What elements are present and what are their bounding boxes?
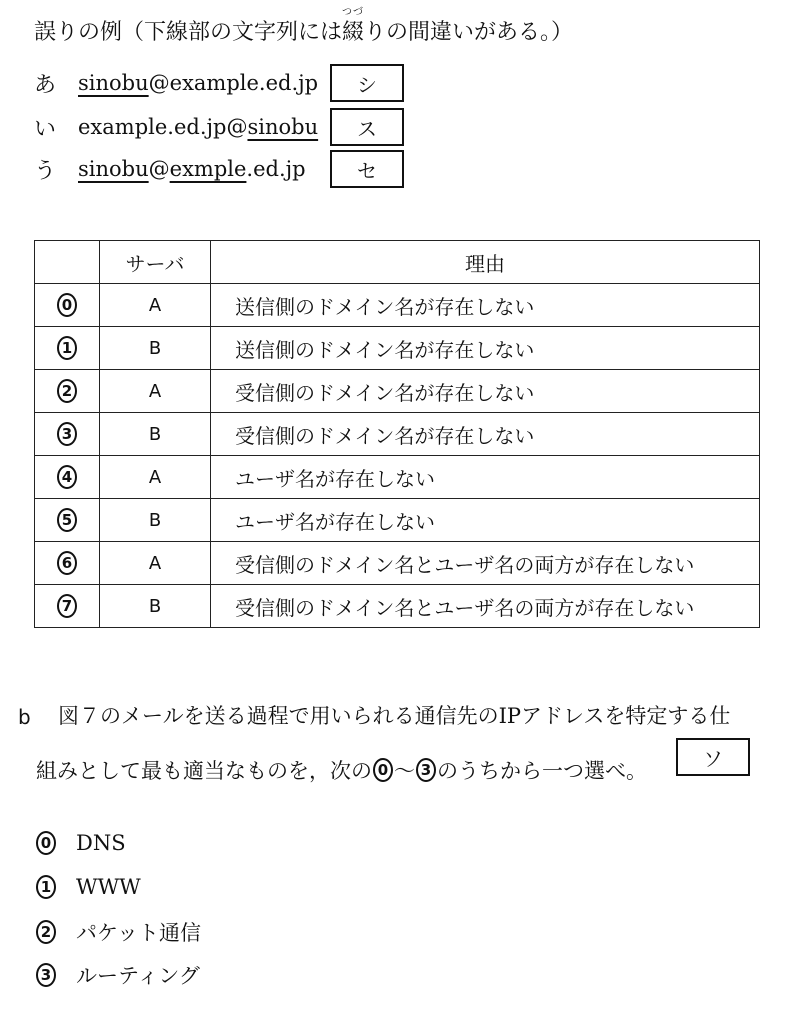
header-server: サーバ (100, 241, 211, 284)
choice-item[interactable] (36, 958, 200, 992)
answer-box-so[interactable]: ソ (676, 738, 750, 776)
range-start-number: 0 (373, 758, 393, 782)
option-number-cell (35, 499, 100, 542)
choice-number: 3 (36, 963, 56, 987)
question-text-after: のうちから一つ選べ。 (437, 759, 647, 783)
choice-text: DNS (76, 831, 126, 855)
question-text-before: 組みとして最も適当なものを，次の (36, 759, 372, 783)
choice-text: ルーティング (76, 964, 200, 988)
reason-cell: 送信側のドメイン名が存在しない (211, 327, 760, 370)
option-number[interactable]: 7 (57, 594, 77, 618)
server-cell: A (100, 284, 211, 327)
answer-box[interactable]: セ (330, 150, 404, 188)
table-row (35, 370, 760, 413)
underlined-error-text: sinobu (78, 157, 149, 181)
table-row (35, 585, 760, 628)
example-row (34, 150, 414, 188)
table-row (35, 499, 760, 542)
table-header-row (35, 241, 760, 284)
table-row (35, 327, 760, 370)
example-heading (34, 7, 574, 46)
ruby-reading: つづ (342, 7, 365, 18)
example-marker: い (34, 116, 57, 142)
ruby-group (342, 7, 365, 46)
ruby-base: 綴 (342, 20, 365, 45)
option-number-cell (35, 456, 100, 499)
example-address (78, 157, 326, 181)
table-row (35, 542, 760, 585)
option-number-cell (35, 327, 100, 370)
answer-box[interactable]: シ (330, 64, 404, 102)
server-cell: A (100, 542, 211, 585)
example-address (78, 71, 326, 95)
server-cell: B (100, 413, 211, 456)
address-text: @ (148, 157, 170, 181)
range-end-number: 3 (416, 758, 436, 782)
choice-number: 0 (36, 831, 56, 855)
question-text-line2 (36, 755, 647, 785)
address-text: example.ed.jp@ (78, 115, 248, 139)
server-cell: A (100, 370, 211, 413)
reason-cell: 受信側のドメイン名が存在しない (211, 413, 760, 456)
example-row (34, 64, 414, 102)
option-number[interactable]: 3 (57, 422, 77, 446)
reason-cell: 受信側のドメイン名とユーザ名の両方が存在しない (211, 542, 760, 585)
choice-item[interactable] (36, 826, 126, 860)
reason-cell: 受信側のドメイン名が存在しない (211, 370, 760, 413)
question-text-line1: 図７のメールを送る過程で用いられる通信先のIPアドレスを特定する仕 (58, 704, 731, 728)
answer-options-table (34, 240, 760, 628)
table-row (35, 284, 760, 327)
choice-number: 2 (36, 920, 56, 944)
example-address (78, 115, 326, 139)
reason-cell: 送信側のドメイン名が存在しない (211, 284, 760, 327)
header-reason: 理由 (211, 241, 760, 284)
reason-cell: ユーザ名が存在しない (211, 499, 760, 542)
question-label: b (18, 705, 31, 729)
server-cell: B (100, 585, 211, 628)
header-number (35, 241, 100, 284)
underlined-error-text: sinobu (78, 71, 149, 95)
answer-box[interactable]: ス (330, 108, 404, 146)
option-number-cell (35, 542, 100, 585)
option-number[interactable]: 4 (57, 465, 77, 489)
server-cell: B (100, 499, 211, 542)
underlined-error-text: sinobu (247, 115, 319, 139)
heading-text-after: りの間違いがある。） (364, 20, 574, 45)
underlined-error-text: exmple (169, 157, 247, 181)
option-number[interactable]: 1 (57, 336, 77, 360)
address-text: @example.ed.jp (148, 71, 319, 95)
heading-text-before: 誤りの例（下線部の文字列には (34, 20, 343, 45)
option-number[interactable]: 0 (57, 293, 77, 317)
reason-cell: 受信側のドメイン名とユーザ名の両方が存在しない (211, 585, 760, 628)
range-tilde: ～ (394, 759, 415, 783)
option-number-cell (35, 284, 100, 327)
reason-cell: ユーザ名が存在しない (211, 456, 760, 499)
choice-item[interactable] (36, 870, 141, 904)
choice-text: WWW (76, 875, 141, 899)
option-number[interactable]: 6 (57, 551, 77, 575)
example-marker: う (34, 158, 57, 184)
table-row (35, 456, 760, 499)
example-marker: あ (34, 72, 57, 98)
option-number-cell (35, 413, 100, 456)
example-row (34, 108, 414, 146)
choice-number: 1 (36, 875, 56, 899)
table-row (35, 413, 760, 456)
option-number[interactable]: 2 (57, 379, 77, 403)
address-text: .ed.jp (246, 157, 306, 181)
choice-item[interactable] (36, 915, 201, 949)
option-number[interactable]: 5 (57, 508, 77, 532)
choice-text: パケット通信 (76, 921, 201, 945)
option-number-cell (35, 585, 100, 628)
option-number-cell (35, 370, 100, 413)
server-cell: B (100, 327, 211, 370)
table-body (35, 284, 760, 628)
server-cell: A (100, 456, 211, 499)
